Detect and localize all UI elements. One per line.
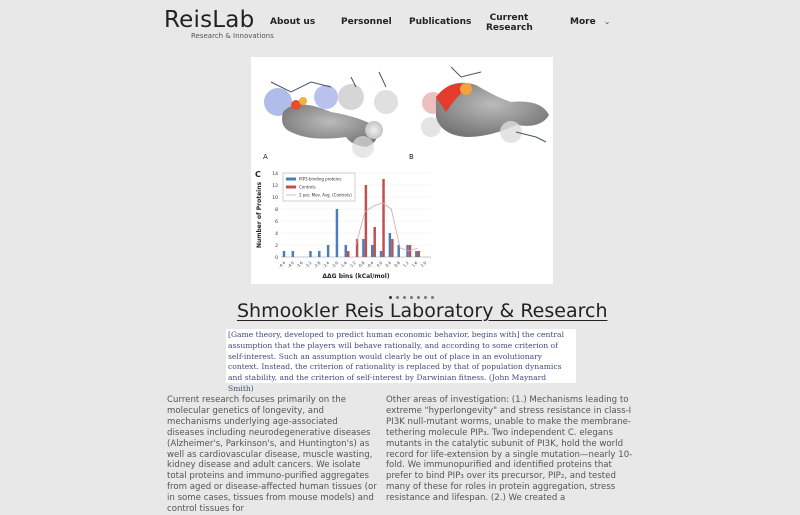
- svg-text:-0.4: -0.4: [365, 260, 375, 269]
- svg-text:-3.2: -3.2: [303, 260, 313, 269]
- nav-current-research[interactable]: Current Research: [486, 13, 533, 33]
- svg-text:0: 0: [275, 256, 278, 261]
- molecular-docking-figure: [251, 57, 553, 167]
- carousel-dot[interactable]: [410, 296, 413, 299]
- svg-text:12: 12: [272, 184, 278, 189]
- site-logo[interactable]: ReisLab: [164, 7, 255, 33]
- svg-text:-0.8: -0.8: [356, 260, 366, 269]
- carousel-dot[interactable]: [403, 296, 406, 299]
- svg-text:-4.0: -4.0: [286, 260, 295, 269]
- panel-label-a: A: [263, 153, 268, 161]
- svg-text:-1.6: -1.6: [339, 260, 348, 269]
- nav-more-label: More: [570, 17, 596, 27]
- svg-text:-1.2: -1.2: [347, 260, 357, 269]
- svg-text:-4.4: -4.4: [277, 260, 287, 269]
- delta-g-histogram: [253, 167, 438, 284]
- svg-text:0.4: 0.4: [384, 260, 393, 268]
- svg-text:1.6: 1.6: [410, 260, 419, 268]
- svg-text:C: C: [255, 170, 261, 179]
- svg-text:1.2: 1.2: [401, 260, 410, 268]
- svg-text:0.8: 0.8: [393, 260, 401, 268]
- carousel-dot[interactable]: [424, 296, 427, 299]
- carousel-dots: [389, 296, 434, 299]
- nav-more[interactable]: [570, 17, 610, 27]
- carousel-dot[interactable]: [396, 296, 399, 299]
- svg-text:8: 8: [275, 208, 278, 213]
- svg-text:Number of Proteins: Number of Proteins: [256, 181, 263, 249]
- hero-slideshow-image[interactable]: [251, 57, 553, 284]
- page-title: Shmookler Reis Laboratory & Research: [237, 300, 608, 322]
- research-text-right: Other areas of investigation: (1.) Mechanisms leading to extreme "hyperlongevity" and stress resistance in class-I PI3K null-mutant worms, unable to make the membrane-tethering molecule PIP₃. Two independent C. elegans mutants in the catalytic subunit of PI3K, hold the world record for life-extension by a single mutation—nearly 10-fold. We immunopurified and identified proteins that prefer to bind PIP₃ over its precursor, PIP₂, and tested many of these for roles in protein aggregation, stress resistance and lifespan. (2.) We created a: [386, 395, 633, 504]
- carousel-dot[interactable]: [431, 296, 434, 299]
- svg-text:-2.0: -2.0: [330, 260, 340, 269]
- svg-text:Controls: Controls: [299, 184, 316, 190]
- panel-label-b: B: [409, 153, 414, 161]
- nav-about-us[interactable]: About us: [270, 17, 316, 27]
- svg-text:14: 14: [272, 172, 278, 177]
- nav-publications[interactable]: Publications: [409, 17, 472, 27]
- svg-text:-2.4: -2.4: [321, 260, 331, 269]
- svg-text:2.0: 2.0: [419, 260, 428, 268]
- chevron-down-icon: ⌄: [603, 17, 611, 26]
- svg-text:2: 2: [275, 244, 278, 249]
- carousel-dot[interactable]: [417, 296, 420, 299]
- site-header: [0, 0, 800, 50]
- svg-text:0.0: 0.0: [375, 260, 384, 268]
- svg-text:ΔΔG bins (kCal/mol): ΔΔG bins (kCal/mol): [322, 273, 390, 280]
- carousel-dot[interactable]: [389, 296, 392, 299]
- svg-text:-2.8: -2.8: [312, 260, 322, 269]
- quote-block: [Game theory, developed to predict human economic behavior, begins with] the central assumption that the players will behave rationally, and according to some criterion of self-interest. Such an assumption would clearly be out of place in an evolutionary context. Instead, the criterion of rationality is replaced by that of population dynamics and stability, and the criterion of self-interest by Darwinian fitness. (John Maynard Smith): [226, 329, 576, 383]
- nav-personnel[interactable]: Personnel: [341, 17, 392, 27]
- svg-text:10: 10: [272, 196, 278, 201]
- svg-text:4: 4: [275, 232, 278, 237]
- svg-text:-3.6: -3.6: [294, 260, 304, 269]
- svg-text:2 per. Mov. Avg. (Controls): 2 per. Mov. Avg. (Controls): [299, 192, 352, 198]
- site-tagline: Research & Innovations: [191, 32, 274, 40]
- svg-text:6: 6: [275, 220, 278, 225]
- research-text-left: Current research focuses primarily on the molecular genetics of longevity, and mechanisms underlying age-associated diseases including neurodegenerative diseases (Alzheimer's, Parkinson's, and Huntington's) as well as cardiovascular disease, muscle wasting, kidney disease and adult cancers. We isolate total proteins and immuno-purified aggregates from aged or disease-affected human tissues (or in some cases, tissues from mouse models) and control tissues for: [167, 395, 377, 515]
- svg-text:PIP3-binding proteins: PIP3-binding proteins: [299, 176, 342, 182]
